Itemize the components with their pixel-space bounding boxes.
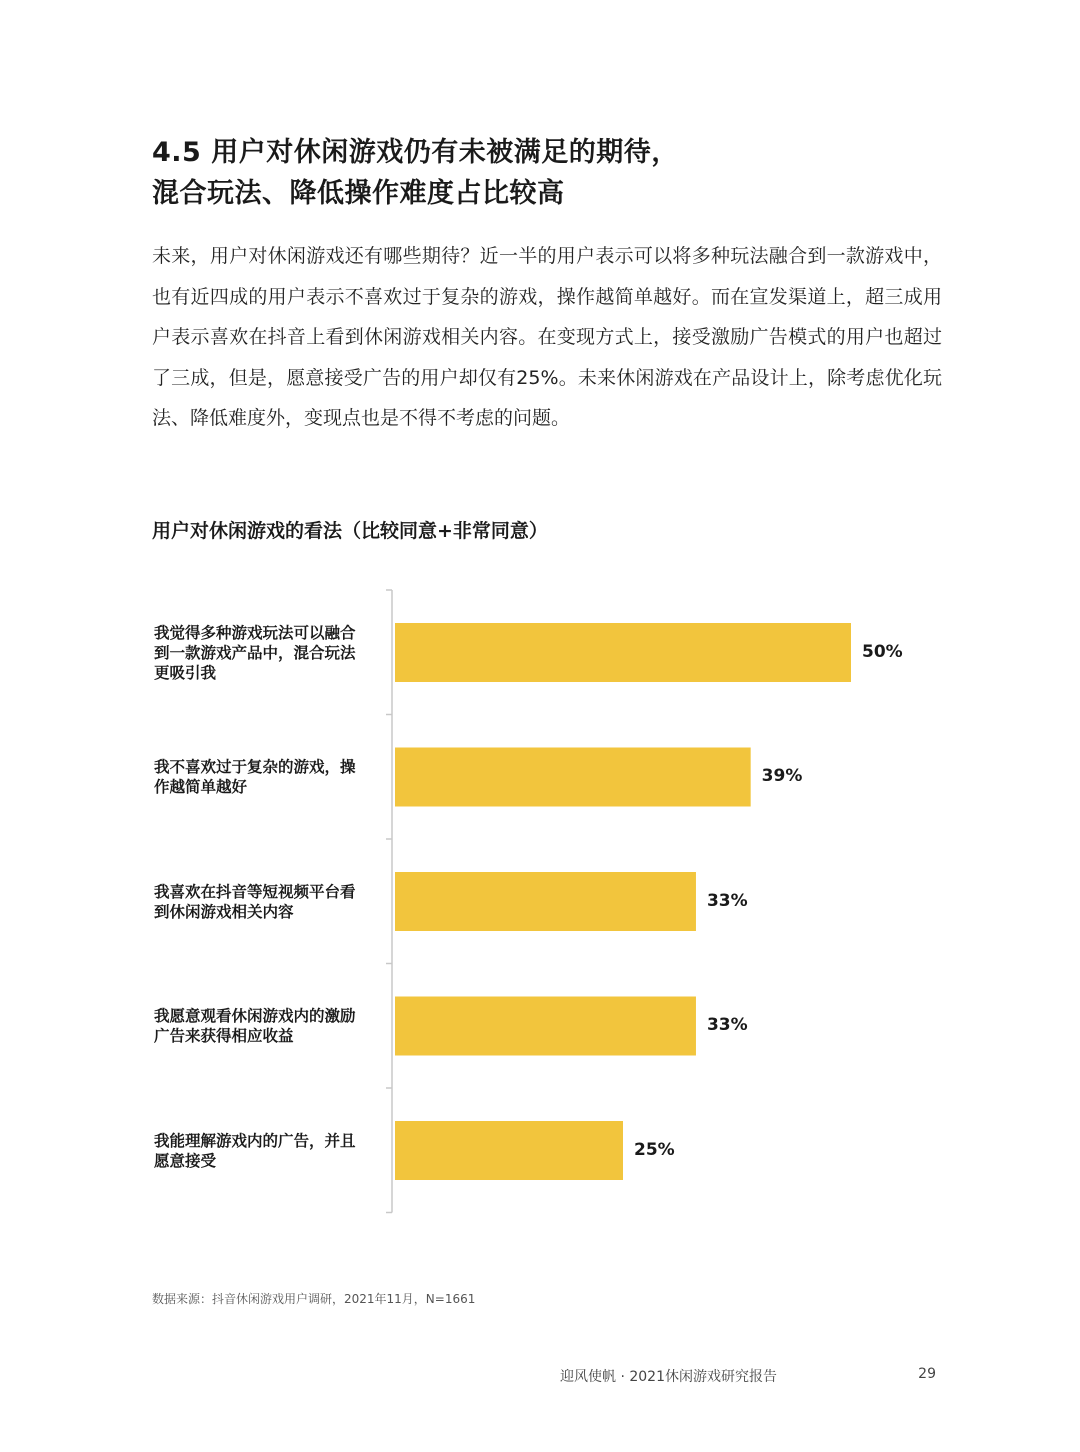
category-label-line: 我能理解游戏内的广告，并且: [154, 1131, 356, 1150]
category-label-line: 广告来获得相应收益: [154, 1027, 294, 1045]
value-label-2: 39%: [761, 766, 803, 786]
category-label-line: 我喜欢在抖音等短视频平台看: [154, 882, 356, 901]
category-label-line: 我觉得多种游戏玩法可以融合: [154, 623, 356, 642]
value-label-3: 33%: [706, 890, 748, 911]
category-label-line: 到一款游戏产品中，混合玩法: [154, 643, 356, 662]
value-label-1: 50%: [862, 641, 903, 662]
page-number: 29: [918, 1366, 936, 1382]
category-label-4: [154, 1006, 374, 1046]
value-label-4: 33%: [706, 1015, 748, 1035]
category-label-2: [154, 757, 374, 797]
category-label-line: 更吸引我: [154, 663, 217, 682]
category-label-1: [154, 623, 374, 683]
category-label-line: 到休闲游戏相关内容: [154, 902, 294, 921]
heading-line-1: 4.5 用户对休闲游戏仍有未被满足的期待，: [152, 137, 679, 168]
value-label-5: 25%: [634, 1139, 675, 1160]
category-label-line: 作越简单越好: [154, 778, 248, 796]
category-label-line: 我不喜欢过于复杂的游戏，操: [154, 758, 356, 776]
body-paragraph: 未来，用户对休闲游戏还有哪些期待？近一半的用户表示可以将多种玩法融合到一款游戏中，也有近四成的用户表示不喜欢过于复杂的游戏，操作越简单越好。而在宣发渠道上，超三成用户表示喜欢在抖音上看到休闲游戏相关内容。在变现方式上，接受激励广告模式的用户也超过了三成，但是，愿意接受广告的用户却仅有25%。未来休闲游戏在产品设计上，除考虑优化玩法、降低难度外，变现点也是不得不考虑的问题。: [152, 245, 942, 429]
bar-4: [395, 997, 696, 1056]
category-label-5: [154, 1131, 374, 1171]
heading-line-2: 混合玩法、降低操作难度占比较高: [152, 178, 565, 209]
data-source-note: 数据来源：抖音休闲游戏用户调研，2021年11月，N=1661: [152, 1292, 476, 1306]
bar-3: [395, 872, 696, 931]
bar-5: [395, 1121, 623, 1180]
bar-1: [395, 623, 851, 682]
category-label-line: 愿意接受: [154, 1151, 217, 1170]
chart-title: 用户对休闲游戏的看法（比较同意+非常同意）: [152, 520, 548, 542]
report-title: 迎风使帆 · 2021休闲游戏研究报告: [560, 1369, 777, 1385]
bar-2: [395, 748, 751, 807]
category-label-3: [154, 882, 374, 922]
category-label-line: 我愿意观看休闲游戏内的激励: [154, 1007, 356, 1025]
